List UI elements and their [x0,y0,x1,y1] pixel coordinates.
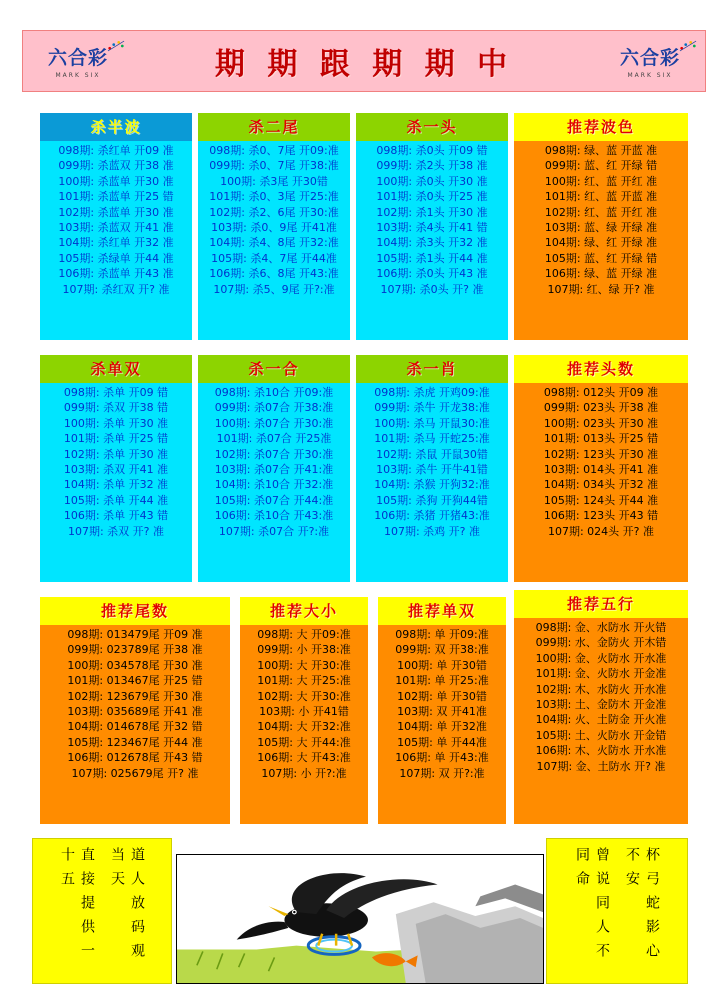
row: 107期: 杀红双 开? 准 [62,282,170,296]
row: 105期: 单 开44准 [397,735,487,749]
card-sha-dan-shuang [40,355,192,582]
couplet-line: 曾说同人不同命 [574,847,610,967]
row: 107期: 024头 开? 准 [547,524,655,538]
row: 107期: 杀5、9尾 开?:准 [213,282,335,296]
row: 099期: 杀蓝双 开38 准 [58,159,174,173]
row: 105期: 124头 开44 准 [543,493,659,507]
row: 099期: 杀双 开38 错 [63,401,169,415]
card-tuijian-wu-xing [514,590,688,824]
card-title: 推荐波色 [514,113,688,141]
row: 101期: 杀0头 开25 准 [376,190,488,204]
row: 099期: 023789尾 开38 准 [67,643,203,657]
card-rows [378,625,506,785]
row: 105期: 杀07合 开44:准 [214,493,334,507]
row: 102期: 杀1头 开30 准 [376,205,488,219]
row: 107期: 杀0头 开? 准 [380,282,484,296]
row: 106期: 杀6、8尾 开43:准 [209,267,339,281]
row: 098期: 杀虎 开鸡09:准 [374,386,490,399]
card-tuijian-bo-se [514,113,688,340]
row: 102期: 杀鼠 开鼠30错 [376,447,488,461]
row: 103期: 杀0、9尾 开41准 [211,221,337,235]
row: 107期: 金、土防水 开? 准 [536,759,666,773]
row: 106期: 杀猪 开猪43:准 [374,509,490,523]
row: 102期: 杀单 开30 准 [63,447,169,461]
logo-right [595,38,705,84]
row: 099期: 杀0、7尾 开38:准 [209,159,339,173]
row: 102期: 杀蓝单 开30 准 [58,205,174,219]
row: 105期: 杀4、7尾 开44准 [211,251,337,265]
row: 106期: 杀10合 开43:准 [214,509,334,523]
row: 100期: 大 开30:准 [257,658,351,672]
card-sha-yi-xiao [356,355,508,582]
card-title: 杀一头 [356,113,508,141]
card-title: 杀一合 [198,355,350,383]
logo-left-sub: MARK SIX [55,72,101,79]
card-rows [198,383,350,543]
row: 104期: 杀红单 开32 准 [58,236,174,250]
card-rows [40,383,192,543]
row: 100期: 杀3尾 开30错 [220,174,328,188]
row: 105期: 大 开44:准 [257,735,351,749]
card-title: 推荐尾数 [40,597,230,625]
row: 098期: 杀0、7尾 开09:准 [209,144,339,157]
card-title: 推荐单双 [378,597,506,625]
row: 104期: 杀单 开32 准 [63,478,169,492]
row: 103期: 杀4头 开41 错 [376,221,488,235]
row: 100期: 034578尾 开30 准 [67,658,203,672]
card-tuijian-dan-shuang [378,597,506,824]
row: 104期: 杀4、8尾 开32:准 [209,236,339,250]
row: 104期: 杀10合 开32:准 [214,478,334,492]
logo-right-main: 六合彩 [619,47,680,69]
row: 102期: 123679尾 开30 准 [67,689,203,703]
row: 104期: 火、土防金 开火准 [535,713,667,727]
couplet-line: 杯弓蛇影心不安 [624,847,660,967]
row: 103期: 土、金防木 开金准 [535,698,667,712]
row: 098期: 杀0头 开09 错 [376,144,488,157]
logo-left [23,38,133,84]
card-rows [514,383,688,543]
row: 106期: 大 开43:准 [257,751,351,765]
row: 098期: 单 开09:准 [395,628,489,641]
row: 107期: 红、绿 开? 准 [547,282,655,296]
confetti-icon-right [679,40,697,52]
page-title: 期 期 跟 期 期 中 [214,47,514,82]
row: 101期: 杀蓝单 开25 错 [58,190,174,204]
row: 103期: 杀牛 开牛41错 [376,463,488,477]
row: 101期: 单 开25:准 [395,674,489,688]
row: 098期: 大 开09:准 [257,628,351,641]
row: 098期: 012头 开09 准 [543,386,659,399]
row: 100期: 红、蓝 开红 准 [544,174,658,188]
row: 106期: 012678尾 开43 错 [67,751,203,765]
row: 103期: 杀07合 开41:准 [214,463,334,477]
card-tuijian-da-xiao [240,597,368,824]
row: 105期: 杀狗 开狗44错 [376,493,488,507]
row: 105期: 杀1头 开44 准 [376,251,488,265]
row: 100期: 杀马 开鼠30:准 [374,416,490,430]
row: 101期: 杀单 开25 错 [63,432,169,446]
eagle-illustration [177,855,543,983]
card-rows [356,383,508,543]
card-rows [514,618,688,778]
row: 100期: 杀0头 开30 准 [376,174,488,188]
row: 105期: 杀单 开44 准 [63,493,169,507]
row: 104期: 杀3头 开32 准 [376,236,488,250]
row: 102期: 红、蓝 开红 准 [544,205,658,219]
row: 099期: 小 开38:准 [257,643,351,657]
row: 105期: 杀绿单 开44 准 [58,251,174,265]
row: 104期: 034头 开32 准 [543,478,659,492]
card-title: 推荐大小 [240,597,368,625]
row: 099期: 023头 开38 准 [543,401,659,415]
card-sha-yi-tou [356,113,508,340]
row: 102期: 木、水防火 开水准 [535,682,667,696]
row: 102期: 杀07合 开30:准 [214,447,334,461]
row: 103期: 014头 开41 准 [543,463,659,477]
row: 098期: 金、水防水 开火错 [535,621,667,634]
row: 105期: 123467尾 开44 准 [67,735,203,749]
row: 105期: 土、火防水 开金错 [535,728,667,742]
bottom-left-couplet [32,838,172,984]
row: 101期: 杀0、3尾 开25:准 [209,190,339,204]
row: 103期: 杀蓝双 开41 准 [58,221,174,235]
row: 107期: 025679尾 开? 准 [71,766,199,780]
row: 098期: 013479尾 开09 准 [67,628,203,641]
confetti-icon [107,40,125,52]
card-rows [356,141,508,301]
row: 104期: 单 开32准 [397,720,487,734]
row: 101期: 杀07合 开25准 [216,432,332,446]
row: 099期: 杀2头 开38 准 [376,159,488,173]
card-tuijian-wei-shu [40,597,230,824]
row: 098期: 杀单 开09 错 [63,386,169,399]
row: 107期: 杀双 开? 准 [67,524,165,538]
card-rows [40,625,230,785]
card-title: 推荐头数 [514,355,688,383]
row: 101期: 金、火防水 开金准 [535,667,667,681]
row: 104期: 绿、红 开绿 准 [544,236,658,250]
row: 098期: 杀10合 开09:准 [214,386,334,399]
row: 104期: 杀猴 开狗32:准 [374,478,490,492]
row: 099期: 杀牛 开龙38:准 [374,401,490,415]
card-sha-ban-bo [40,113,192,340]
row: 107期: 杀07合 开?:准 [218,524,330,538]
row: 101期: 大 开25:准 [257,674,351,688]
row: 106期: 杀蓝单 开43 准 [58,267,174,281]
row: 107期: 杀鸡 开? 准 [383,524,481,538]
row: 102期: 123头 开30 准 [543,447,659,461]
row: 106期: 123头 开43 错 [543,509,659,523]
row: 100期: 023头 开30 准 [543,416,659,430]
row: 099期: 水、金防火 开木错 [535,636,667,650]
row: 104期: 014678尾 开32 错 [67,720,203,734]
row: 105期: 蓝、红 开绿 错 [544,251,658,265]
row: 101期: 红、蓝 开蓝 准 [544,190,658,204]
row: 102期: 大 开30:准 [257,689,351,703]
card-sha-er-wei [198,113,350,340]
row: 103期: 小 开41错 [259,705,349,719]
couplet-line: 道人放码观当天 [109,847,145,967]
row: 098期: 绿、蓝 开蓝 准 [544,144,658,157]
row: 099期: 蓝、红 开绿 错 [544,159,658,173]
row: 099期: 杀07合 开38:准 [214,401,334,415]
row: 102期: 杀2、6尾 开30:准 [209,205,339,219]
card-title: 推荐五行 [514,590,688,618]
card-title: 杀单双 [40,355,192,383]
row: 106期: 杀0头 开43 准 [376,267,488,281]
card-tuijian-tou-shu [514,355,688,582]
page-header [22,30,706,92]
bottom-right-couplet [546,838,688,984]
card-rows [514,141,688,301]
row: 106期: 木、火防水 开水准 [535,744,667,758]
row: 103期: 蓝、绿 开绿 准 [544,221,658,235]
row: 099期: 双 开38:准 [395,643,489,657]
card-rows [240,625,368,785]
logo-left-main: 六合彩 [47,47,108,69]
illustration-panel [176,854,544,984]
row: 106期: 绿、蓝 开绿 准 [544,267,658,281]
card-title: 杀一肖 [356,355,508,383]
card-rows [198,141,350,301]
row: 100期: 杀07合 开30:准 [214,416,334,430]
row: 098期: 杀红单 开09 准 [58,144,174,157]
row: 104期: 大 开32:准 [257,720,351,734]
row: 103期: 035689尾 开41 准 [67,705,203,719]
logo-right-sub: MARK SIX [627,72,673,79]
row: 101期: 013头 开25 错 [543,432,659,446]
row: 106期: 杀单 开43 错 [63,509,169,523]
card-title: 杀二尾 [198,113,350,141]
row: 102期: 单 开30错 [397,689,487,703]
card-title: 杀半波 [40,113,192,141]
card-rows [40,141,192,301]
row: 103期: 杀双 开41 准 [63,463,169,477]
couplet-line: 直接提供一十五 [59,847,95,967]
row: 100期: 杀单 开30 准 [63,416,169,430]
row: 107期: 双 开?:准 [399,766,485,780]
row: 100期: 单 开30错 [397,658,487,672]
row: 101期: 013467尾 开25 错 [67,674,203,688]
row: 107期: 小 开?:准 [261,766,347,780]
row: 106期: 单 开43:准 [395,751,489,765]
row: 103期: 双 开41准 [397,705,487,719]
row: 100期: 金、火防水 开水准 [535,651,667,665]
card-sha-yi-he [198,355,350,582]
row: 100期: 杀蓝单 开30 准 [58,174,174,188]
row: 101期: 杀马 开蛇25:准 [374,432,490,446]
